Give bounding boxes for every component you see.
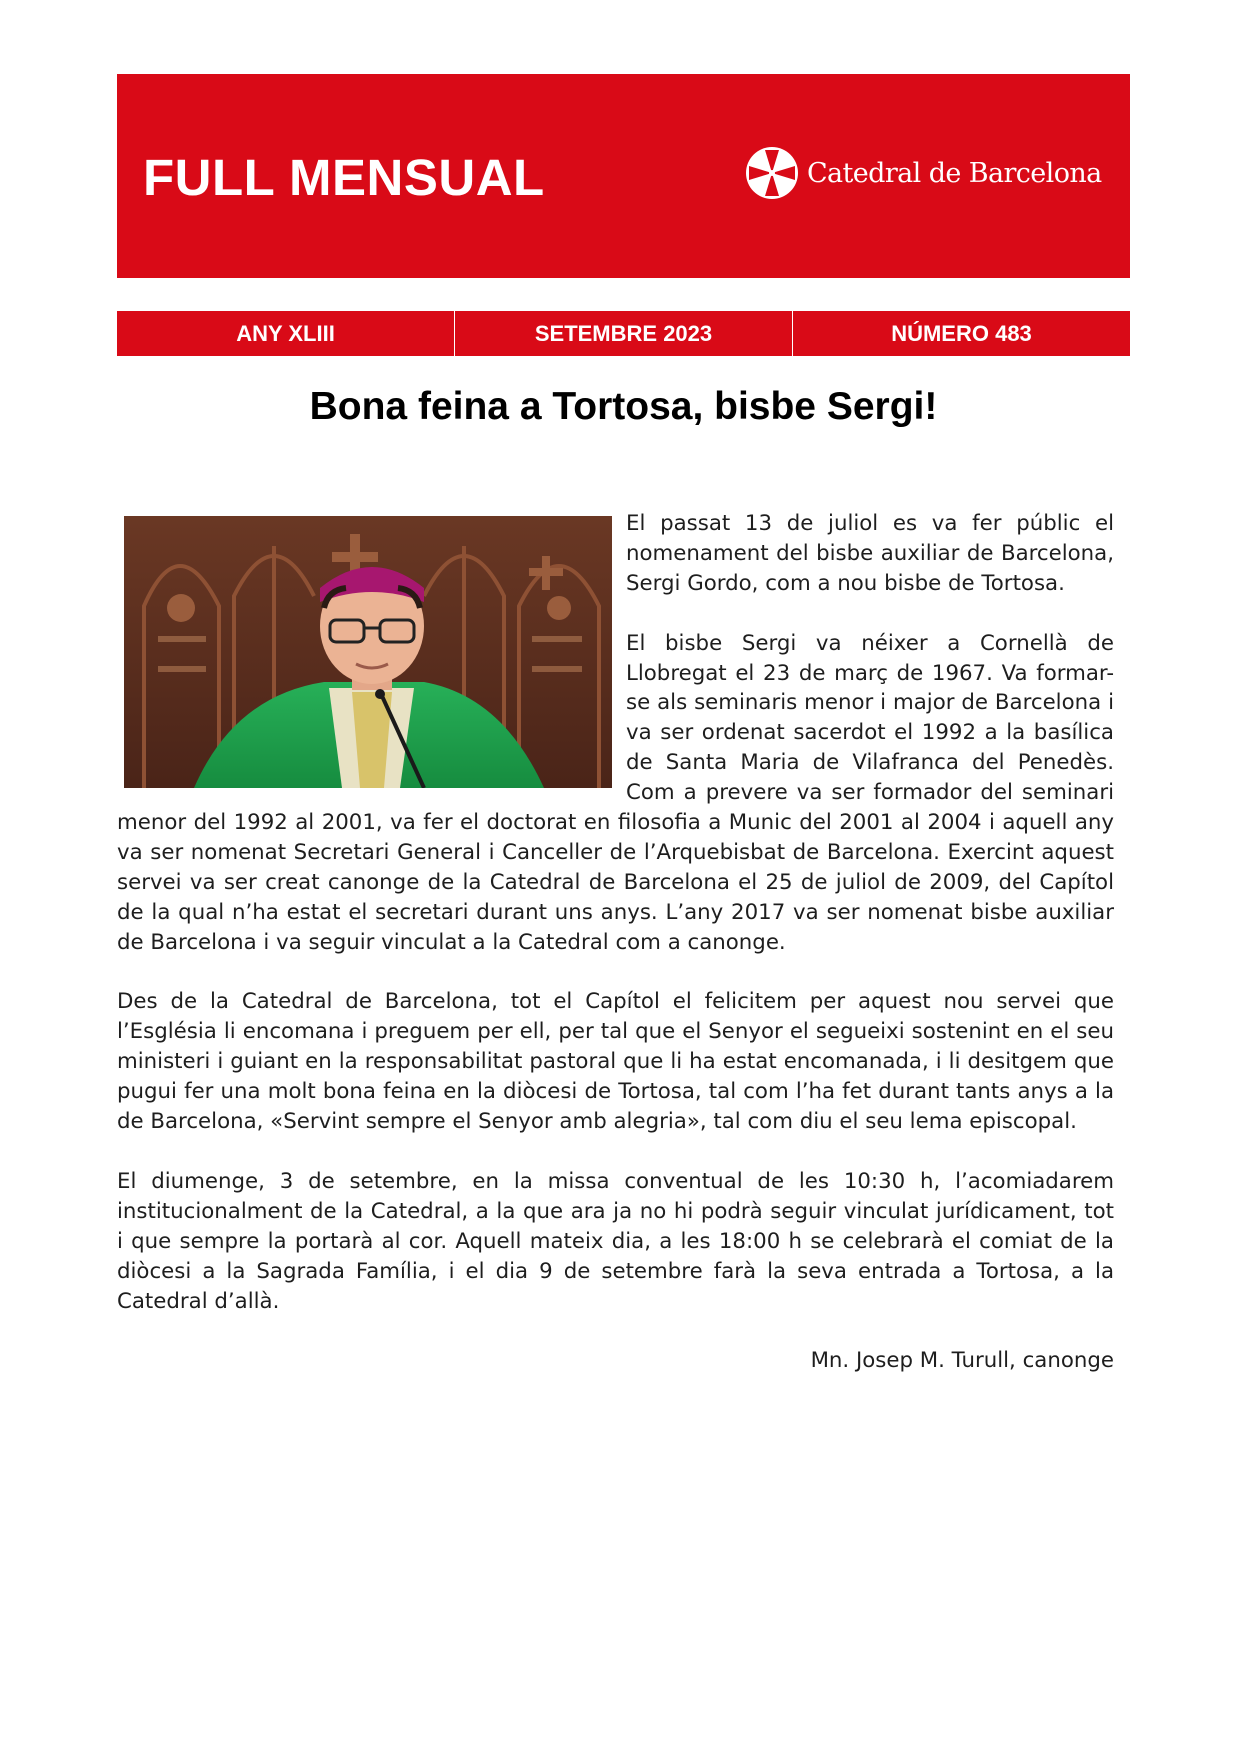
article-signature: Mn. Josep M. Turull, canonge [810,1348,1114,1374]
article-paragraph: El diumenge, 3 de setembre, en la missa conventual de les 10:30 h, l’acomiadarem institucionalment de la Catedral, a la que ara ja no hi podrà seguir vinculat jurídicament, tot i que sempre la portarà al cor. Aquell mateix dia, a les 18:00 h se celebrarà el comiat de la diòcesi a la Sagrada Família, i el dia 9 de setembre farà la seva entrada a Tortosa, a la Catedral d’allà. [117,1168,1114,1314]
brand-name: Catedral de Barcelona [807,157,1102,189]
article-headline: Bona feina a Tortosa, bisbe Sergi! [309,385,938,428]
article-paragraph: El passat 13 de juliol es va fer públic el nomenament del bisbe auxiliar de Barcelona, Sergi Gordo, com a nou bisbe de Tortosa. [626,511,1114,596]
issue-year: ANY XLIII [117,311,455,356]
masthead-banner [117,74,1130,278]
issue-number: NÚMERO 483 [891,320,1032,346]
article-paragraph: El bisbe Sergi va néixer a Cornellà de Llobregat el 23 de març de 1967. Va formar-se als seminaris menor i major de Barcelona i va ser ordenat sacerdot el 1992 a la basílica de Santa Maria de Vilafranca del Penedès. Com a prevere va ser formador del seminari menor del 1992 al 2001, va fer el doctorat en filosofia a Munic del 2001 al 2004 i aquell any va ser nomenat Secretari General i Canceller de l’Arquebisbat de Barcelona. Exercint aquest servei va ser creat canonge de la Catedral de Barcelona el 25 de juliol de 2009, del Capítol de la qual n’ha estat el secretari durant uns anys. L’any 2017 va ser nomenat bisbe auxiliar de Barcelona i va seguir vinculat a la Catedral com a canonge. [117,630,1114,955]
issue-month: SETEMBRE 2023 [455,311,793,356]
newsletter-title: FULL MENSUAL [143,149,545,206]
brand [746,147,1102,199]
article-paragraph: Des de la Catedral de Barcelona, tot el Capítol el felicitem per aquest nou servei que l’Església li encomana i preguem per ell, per tal que el Senyor el segueixi sostenint en el seu ministeri i guiant en la responsabilitat pastoral que li ha estat encomanada, i li desitgem que pugui fer una molt bona feina en la diòcesi de Tortosa, tal com l’ha fet durant tants anys a la de Barcelona, «Servint sempre el Senyor amb alegria», tal com diu el seu lema episcopal. [117,989,1114,1135]
bishop-photo [124,516,612,788]
article-body [117,509,1114,1406]
issue-info-bar [117,311,1130,356]
cross-logo-icon [746,147,798,199]
